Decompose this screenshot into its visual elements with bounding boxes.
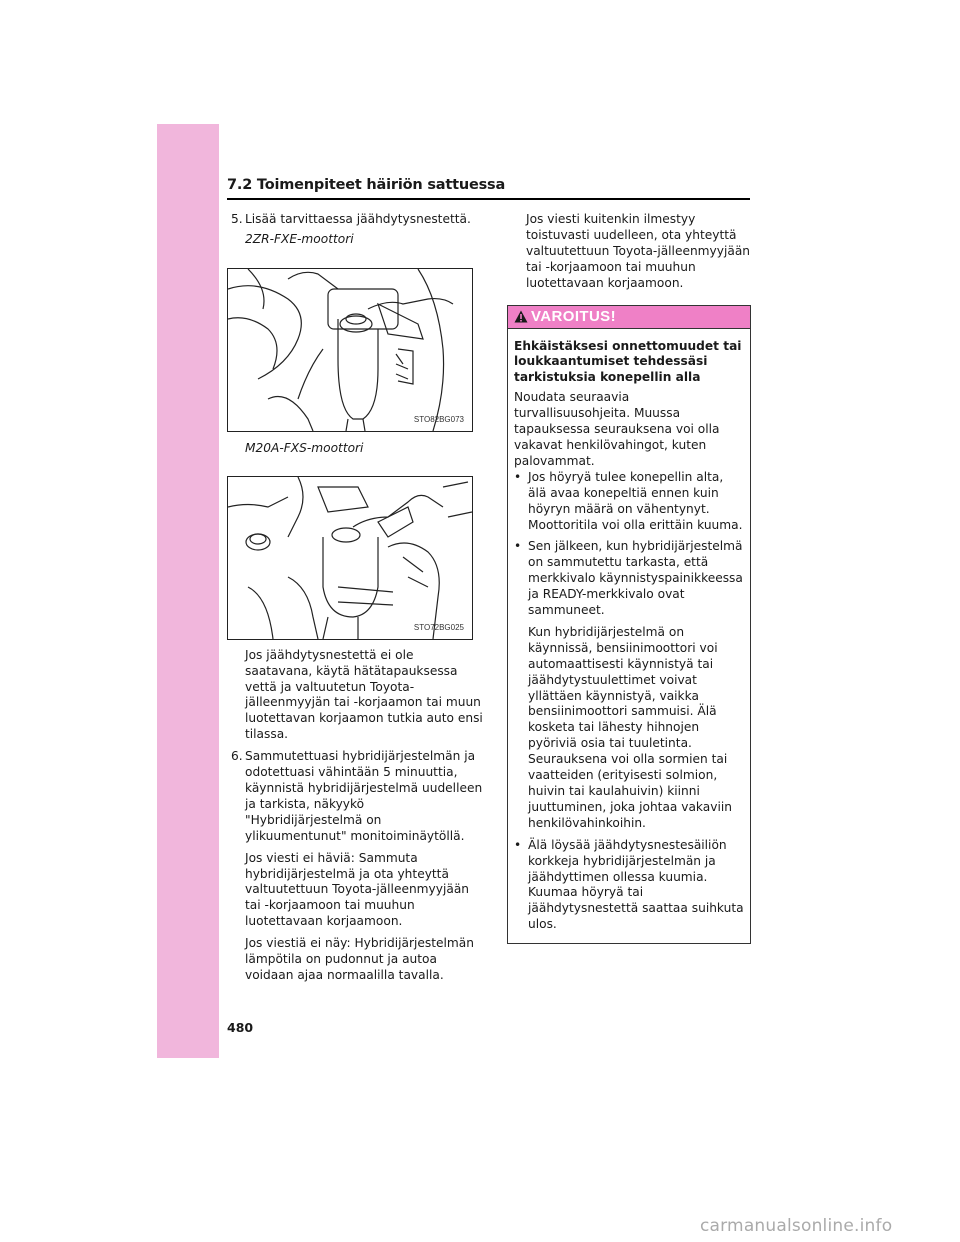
warning-bullet-2-text: Sen jälkeen, kun hybridijärjestelmä on sammutettu tarkasta, että merkkivalo käynnistyspainikkeessa ja READY-merkkivalo ovat sammuneet. xyxy=(528,539,743,618)
section-divider xyxy=(227,198,750,200)
figure-caption-2zr: 2ZR-FXE-moottori xyxy=(245,231,354,246)
step-6-number: 6. xyxy=(231,749,243,764)
step-5-number: 5. xyxy=(231,212,243,226)
step-5-text: Lisää tarvittaessa jäähdytysnestettä. xyxy=(245,212,471,226)
paragraph-message-repeats: Jos viesti kuitenkin ilmestyy toistuvasti uudelleen, ota yhteyttä valtuutettuun Toyota-jälleenmyyjään tai -korjaamoon tai muuhun luotettavaan korjaamoon. xyxy=(526,212,751,290)
figure-2zr-engine xyxy=(227,268,473,432)
right-column xyxy=(507,212,752,944)
engine-illustration-2zr xyxy=(228,269,472,431)
watermark: carmanualsonline.info xyxy=(700,1216,893,1236)
step-6 xyxy=(231,749,483,844)
bullet-marker: • xyxy=(514,539,522,554)
warning-box xyxy=(507,305,751,945)
left-column xyxy=(231,212,483,988)
bullet-marker: • xyxy=(514,469,522,484)
page-number: 480 xyxy=(227,1020,254,1035)
warning-heading: VAROITUS! xyxy=(531,307,616,325)
warning-bullet-3-text: Älä löysää jäähdytysnestesäiliön korkkeja hybridijärjestelmän ja jäähdyttimen ollessa kuumia. Kuumaa höyryä tai jäähdytysnestettä saattaa suihkuta ulos. xyxy=(528,837,744,932)
bullet-marker: • xyxy=(514,837,522,852)
warning-title: Ehkäistäksesi onnettomuudet tai loukkaantumiset tehdessäsi tarkistuksia konepellin alla xyxy=(514,338,742,385)
warning-bullet-2 xyxy=(514,539,744,831)
warning-body xyxy=(508,329,750,944)
figure-code-2: STO72BG025 xyxy=(413,622,464,632)
section-title: 7.2 Toimenpiteet häiriön sattuessa xyxy=(227,177,506,193)
warning-header xyxy=(508,306,750,329)
paragraph-message-persists: Jos viesti ei häviä: Sammuta hybridijärjestelmä ja ota yhteyttä valtuutettuun Toyota-jälleenmyyjään tai -korjaamoon tai muuhun luotettavaan korjaamoon. xyxy=(245,850,470,929)
warning-bullet-1 xyxy=(514,470,744,534)
step-6-text: Sammutettuasi hybridijärjestelmän ja odotettuasi vähintään 5 minuuttia, käynnistä hybridijärjestelmä uudelleen ja tarkista, näkyykö "Hybridijärjestelmä on ylikuumentunut" monitoiminäytöllä. xyxy=(245,749,483,843)
chapter-sidebar-tab xyxy=(157,124,219,1058)
figure-caption-m20a: M20A-FXS-moottori xyxy=(245,440,364,455)
warning-triangle-icon xyxy=(514,310,528,323)
engine-illustration-m20a xyxy=(228,477,472,639)
warning-intro: Noudata seuraavia turvallisuusohjeita. Muussa tapauksessa seurauksena voi olla vakavat henkilövahingot, kuten palovammat. xyxy=(514,390,720,468)
warning-bullet-1-text: Jos höyryä tulee konepellin alta, älä avaa konepeltiä ennen kuin höyryn määrä on vähentynyt. Moottoritila voi olla erittäin kuuma. xyxy=(528,469,743,532)
figure-code-1: STO82BG073 xyxy=(413,414,464,424)
paragraph-message-gone: Jos viestiä ei näy: Hybridijärjestelmän lämpötila on pudonnut ja autoa voidaan ajaa normaalilla tavalla. xyxy=(245,936,474,982)
warning-bullet-3 xyxy=(514,838,744,933)
warning-bullet-2-continuation: Kun hybridijärjestelmä on käynnissä, bensiinimoottori voi automaattisesti käynnistyä tai jäähdytystuulettimet voivat yllättäen käynnistyä, vaikka bensiinimoottori sammuisi. Älä kosketa tai lähesty hihnojen pyöriviä osia tai tuuletinta. Seurauksena voi olla sormien tai vaatteiden (erityisesti solmion, huivin tai kaulahuivin) kiinni juuttuminen, joka johtaa vakaviin henkilövahinkoihin. xyxy=(528,624,732,830)
step-5 xyxy=(231,212,483,228)
paragraph-no-coolant: Jos jäähdytysnestettä ei ole saatavana, käytä hätätapauksessa vettä ja valtuutetun Toyota-jälleenmyyjän tai -korjaamon tai muun luotettavan korjaamon tutkia auto ensi tilassa. xyxy=(245,647,483,742)
figure-m20a-engine xyxy=(227,476,473,640)
